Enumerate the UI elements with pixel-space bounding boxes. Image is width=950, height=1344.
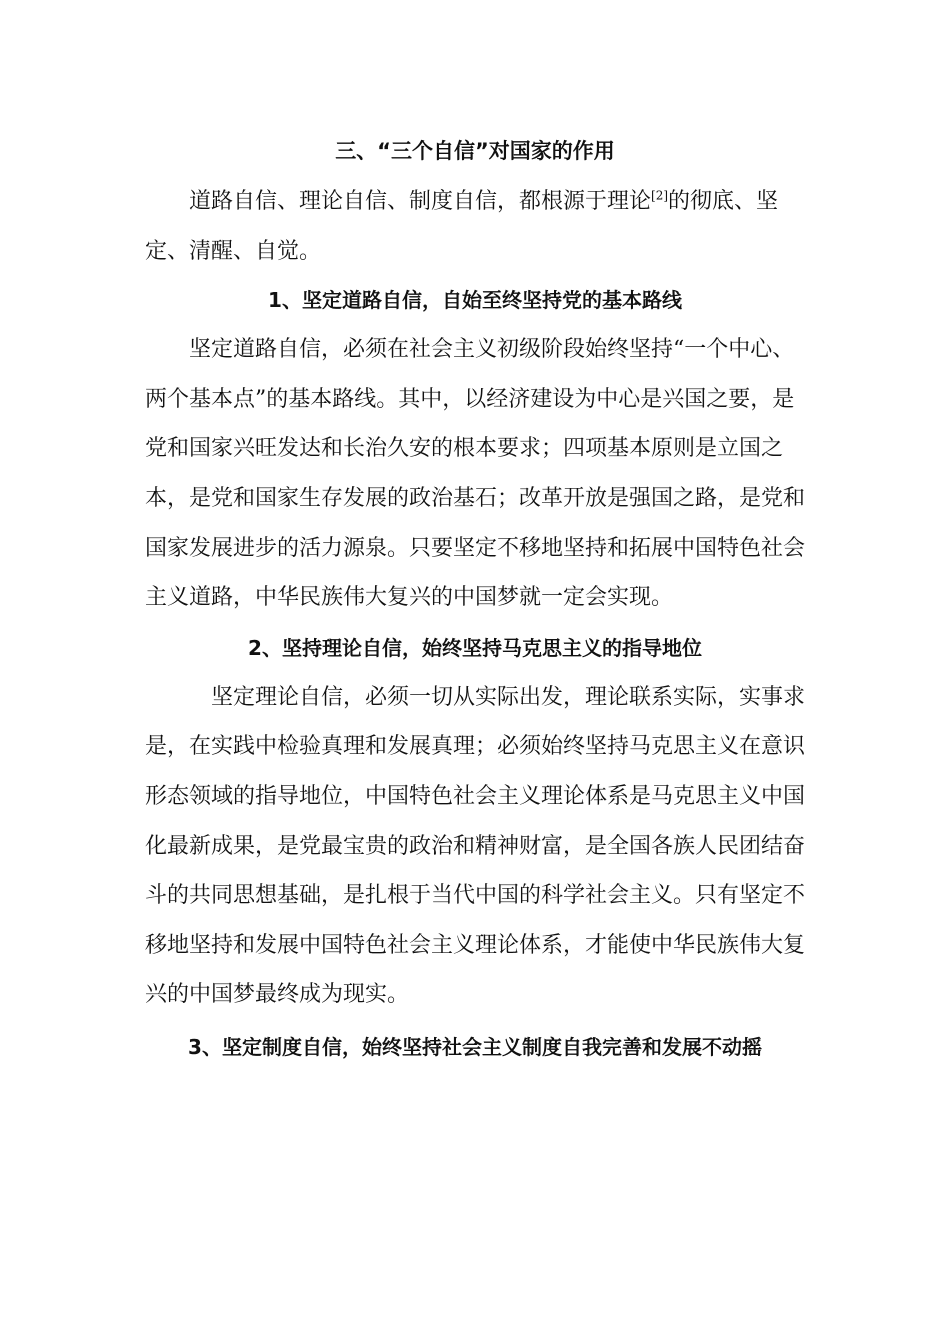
- intro-text-after: 的彻底、坚定、清醒、自觉。: [145, 189, 779, 264]
- document-page: [145, 125, 805, 1074]
- section-intro: [145, 177, 805, 276]
- section-title: 三、“三个自信”对国家的作用: [335, 139, 615, 163]
- subsection-1-title: 1、坚定道路自信，自始至终坚持党的基本路线: [268, 288, 682, 313]
- subsection-2-title: 2、坚持理论自信，始终坚持马克思主义的指导地位: [248, 635, 702, 660]
- subsection-1-text: 坚定道路自信，必须在社会主义初级阶段始终坚持“一个中心、两个基本点”的基本路线。其中，以经济建设为中心是兴国之要，是党和国家兴旺发达和长治久安的根本要求；四项基本原则是立国之本，是党和国家生存发展的政治基石；改革开放是强国之路，是党和国家发展进步的活力源泉。只要坚定不移地坚持和拓展中国特色社会主义道路，中华民族伟大复兴的中国梦就一定会实现。: [145, 337, 806, 611]
- citation-ref: [2]: [651, 188, 669, 203]
- subsection-3-title: 3、坚定制度自信，始终坚持社会主义制度自我完善和发展不动摇: [188, 1034, 762, 1059]
- subsection-2-text: 坚定理论自信，必须一切从实际出发，理论联系实际，实事求是，在实践中检验真理和发展真理；必须始终坚持马克思主义在意识形态领域的指导地位，中国特色社会主义理论体系是马克思主义中国化最新成果，是党最宝贵的政治和精神财富，是全国各族人民团结奋斗的共同思想基础，是扎根于当代中国的科学社会主义。只有坚定不移地坚持和发展中国特色社会主义理论体系，才能使中华民族伟大复兴的中国梦最终成为现实。: [145, 684, 806, 1008]
- intro-text-before: 道路自信、理论自信、制度自信，都根源于理论: [189, 189, 652, 214]
